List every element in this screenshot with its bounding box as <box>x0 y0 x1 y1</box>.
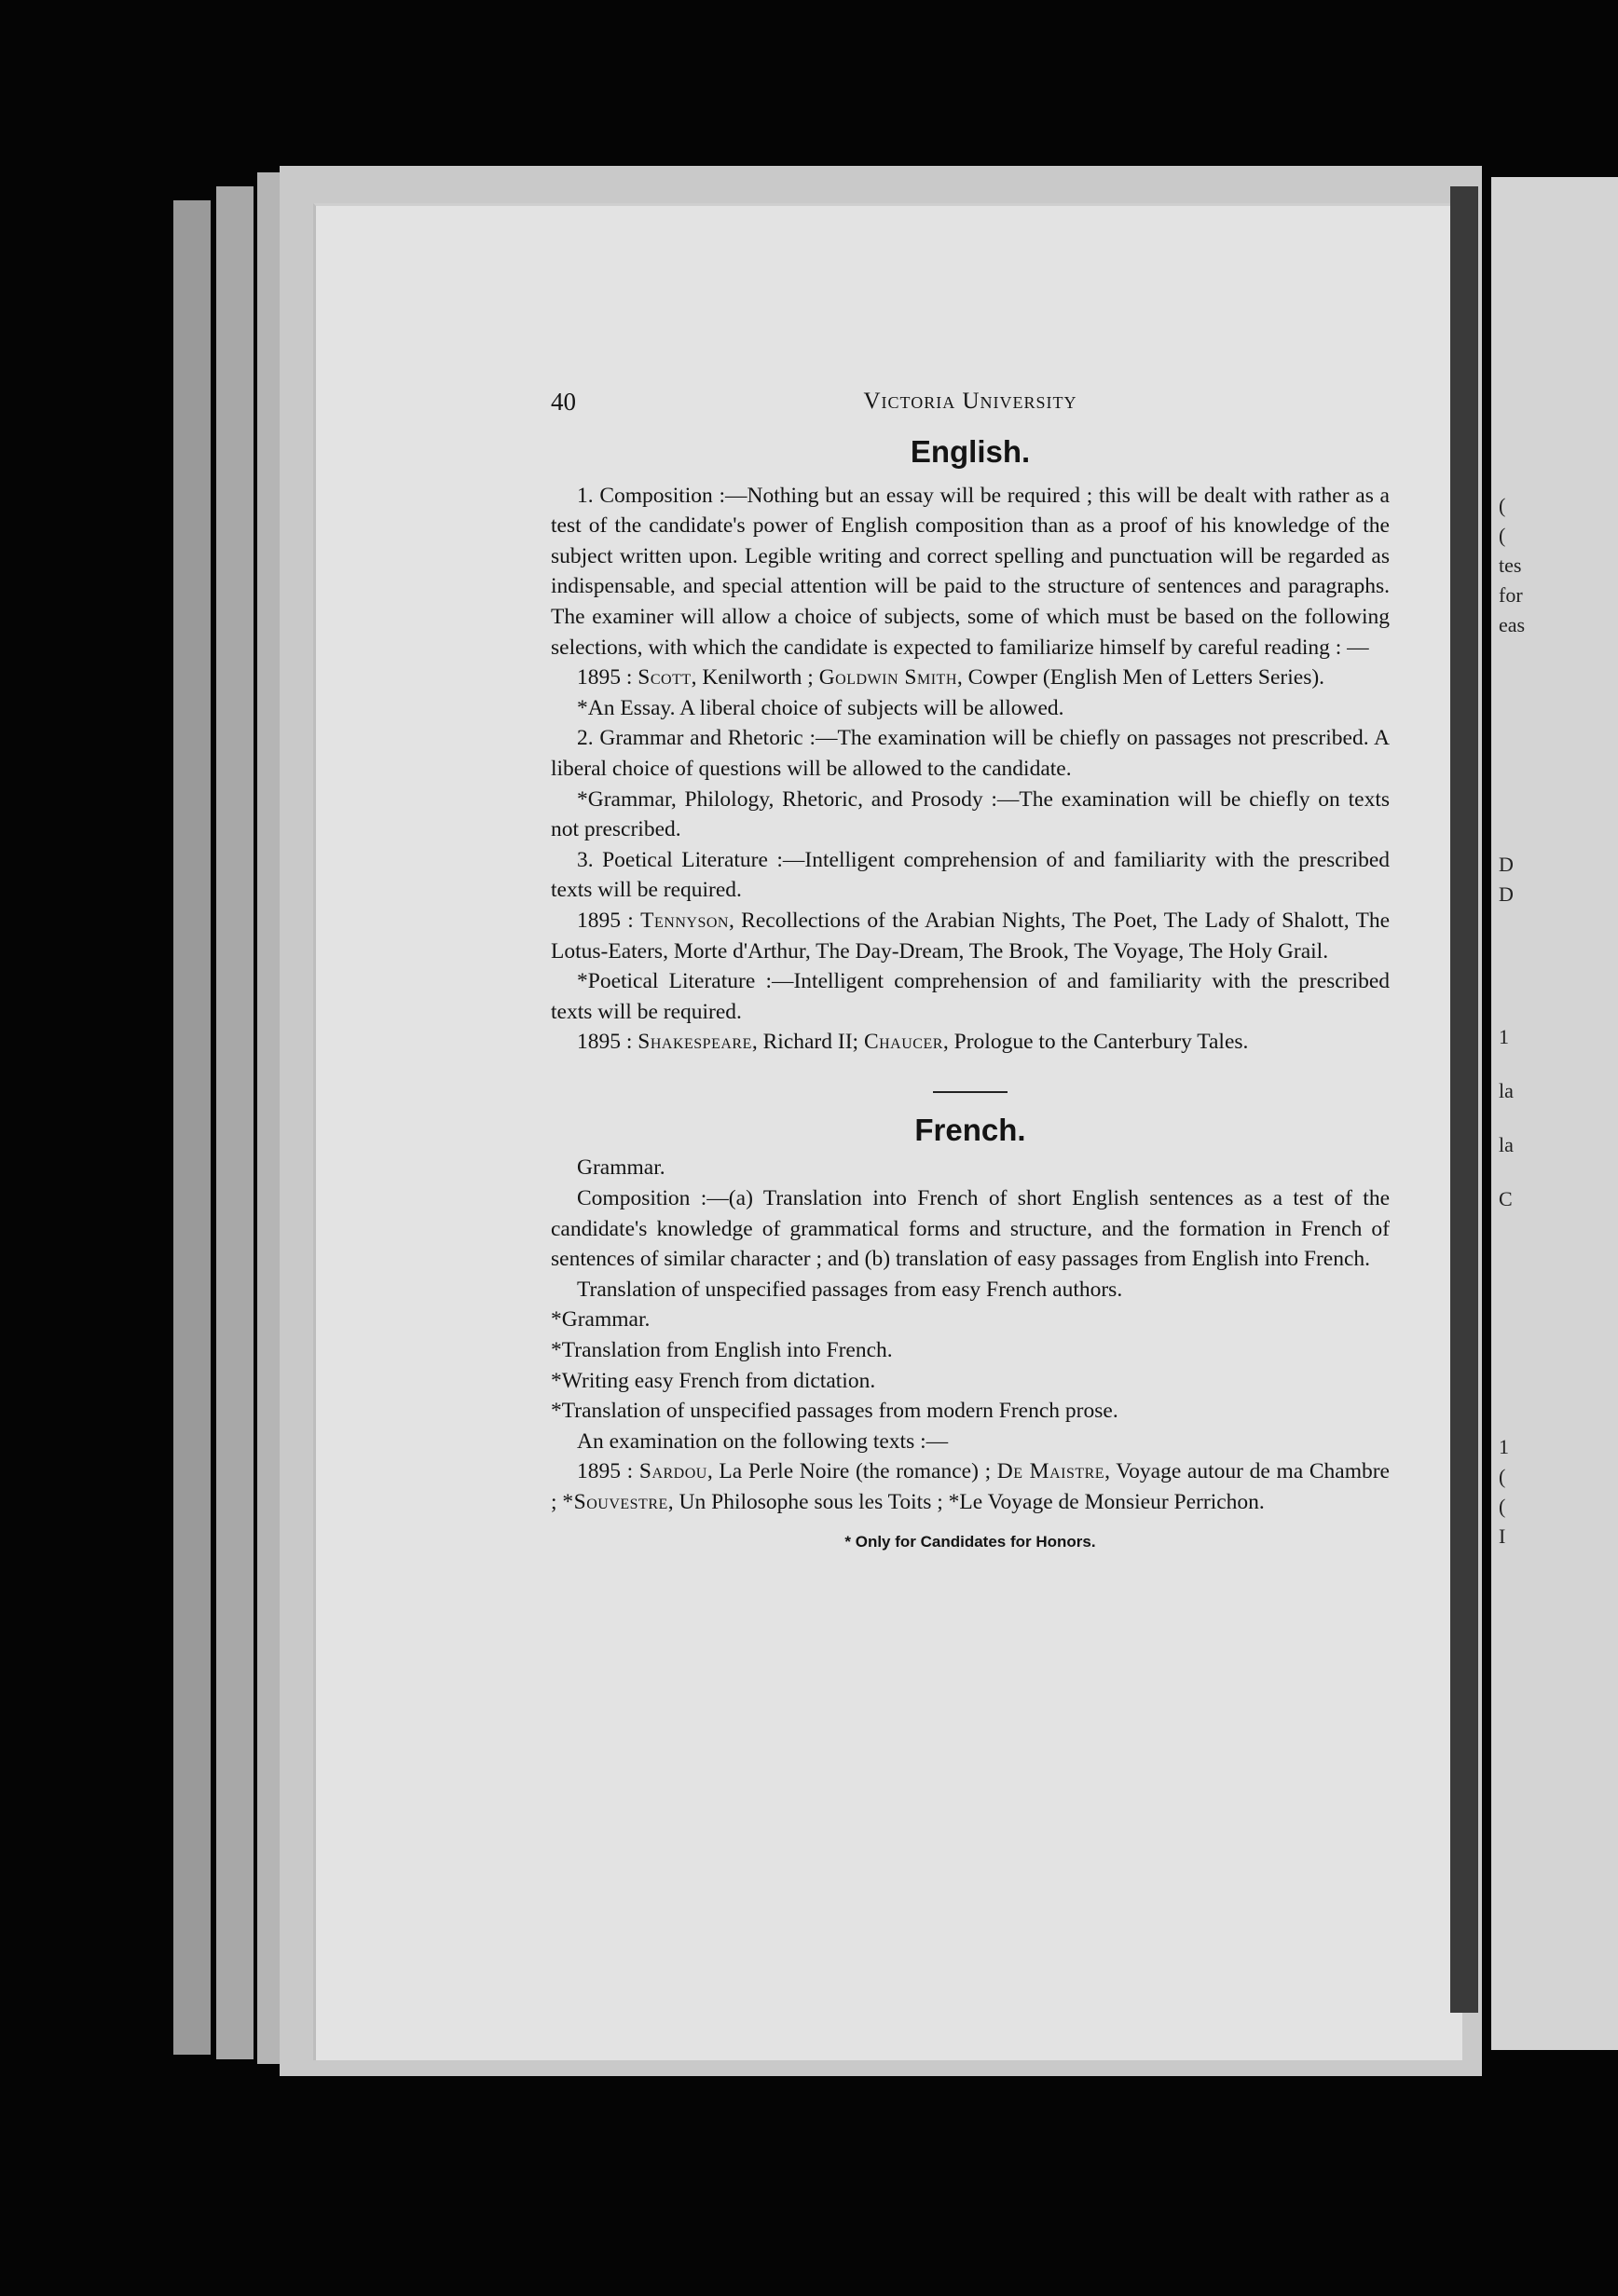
english-essay-honors: *An Essay. A liberal choice of subjects will be allowed. <box>577 695 1064 720</box>
french-texts-list <box>551 1456 1390 1517</box>
next-page-fragment: ( <box>1499 1465 1506 1488</box>
work: , La Perle Noire (the romance) ; <box>706 1459 992 1484</box>
author: Sardou <box>638 1459 707 1484</box>
next-page-fragment: C <box>1499 1187 1513 1210</box>
english-grammar: 2. Grammar and Rhetoric :—The examination will be chiefly on passages not prescribed. A liberal choice of questions will be allowed to the candidate. <box>551 726 1390 781</box>
footnote: * Only for Candidates for Honors. <box>844 1532 1096 1551</box>
author: *Souvestre <box>562 1490 668 1514</box>
next-page-fragment: for <box>1499 583 1523 607</box>
author: Scott <box>638 665 692 690</box>
french-translation: Translation of unspecified passages from easy French authors. <box>577 1277 1123 1302</box>
english-poetical: 3. Poetical Literature :—Intelligent comprehension of and familiarity with the prescribed texts will be required. <box>551 847 1390 903</box>
work: , Un Philosophe sous les Toits ; *Le Voyage de Monsieur Perrichon. <box>667 1490 1265 1514</box>
section-divider <box>933 1091 1008 1093</box>
page-content <box>551 387 1390 1557</box>
author: Goldwin Smith <box>818 665 957 690</box>
running-head: Victoria University <box>863 389 1077 414</box>
next-page-fragment: 1 <box>1499 1435 1509 1458</box>
work: , Recollections of the Arabian Nights, The Poet, The Lady of Shalott, The Lotus-Eaters, Morte d'Arthur, The Day-Dream, The Brook, The Voyage, The Holy Grail. <box>551 908 1390 964</box>
english-composition: 1. Composition :—Nothing but an essay will be required ; this will be dealt with rather as a test of the candidate's power of English composition than as a proof of his knowledge of the subject written upon. Legible writing and correct spelling and punctuation will be regarded as indispensable, and special attention will be paid to the structure of sentences and paragraphs. The examiner will allow a choice of subjects, some of which must be based on the following selections, with which the candidate is expected to familiarize himself by careful reading : — <box>551 483 1390 660</box>
next-page-fragment: D <box>1499 853 1514 876</box>
work: , Prologue to the Canterbury Tales. <box>942 1030 1249 1055</box>
next-page-fragment: tes <box>1499 554 1522 577</box>
book-gutter <box>1450 186 1478 2013</box>
page-number: 40 <box>551 388 576 416</box>
year: 1895 : <box>577 1030 633 1055</box>
work: , Voyage autour de ma Chambre ; <box>551 1459 1390 1514</box>
english-poetical-texts <box>551 906 1390 966</box>
author: Chaucer <box>863 1030 943 1055</box>
year: 1895 : <box>577 908 634 933</box>
next-page-fragment: D <box>1499 882 1514 906</box>
english-composition-texts <box>551 663 1390 693</box>
english-honors-texts <box>551 1027 1390 1058</box>
next-page-fragment: I <box>1499 1524 1506 1548</box>
french-honors-prose: *Translation of unspecified passages from modern French prose. <box>551 1399 1118 1424</box>
french-honors-grammar: *Grammar. <box>551 1307 651 1332</box>
next-page-fragment: la <box>1499 1133 1514 1156</box>
author: Tennyson <box>640 908 729 933</box>
section-heading-english: English. <box>910 434 1031 469</box>
english-poetical-honors: *Poetical Literature :—Intelligent comprehension of and familiarity with the prescribed texts will be required. <box>551 969 1390 1024</box>
work: , Kenilworth ; <box>691 665 814 690</box>
next-page-fragment: ( <box>1499 494 1506 517</box>
english-grammar-honors: *Grammar, Philology, Rhetoric, and Prosody :—The examination will be chiefly on texts not prescribed. <box>551 786 1390 842</box>
next-page-fragment: ( <box>1499 524 1506 547</box>
page-stack-edge <box>216 186 254 2059</box>
author: De Maistre <box>996 1459 1105 1484</box>
next-page-fragment: eas <box>1499 613 1526 636</box>
french-exam-texts: An examination on the following texts :— <box>577 1428 949 1454</box>
adjacent-page-edge <box>1491 177 1618 2050</box>
page-header <box>551 387 1390 433</box>
work: , Richard II; <box>751 1030 859 1055</box>
french-composition: Composition :—(a) Translation into French of short English sentences as a test of the candidate's knowledge of grammatical forms and structure, and the formation in French of sentences of similar character ; and (b) translation of easy passages from English into French. <box>551 1186 1390 1272</box>
next-page-fragment: 1 <box>1499 1025 1509 1048</box>
work: , Cowper (English Men of Letters Series). <box>956 665 1325 690</box>
next-page-fragment: ( <box>1499 1495 1506 1518</box>
author: Shakespeare <box>638 1030 752 1055</box>
french-honors-translation: *Translation from English into French. <box>551 1338 893 1363</box>
french-grammar: Grammar. <box>577 1155 665 1181</box>
page-stack-edge <box>173 200 211 2055</box>
year: 1895 : <box>577 665 633 690</box>
next-page-fragment: la <box>1499 1079 1514 1102</box>
section-heading-french: French. <box>914 1112 1026 1147</box>
year: 1895 : <box>577 1459 634 1484</box>
french-honors-dictation: *Writing easy French from dictation. <box>551 1368 876 1393</box>
